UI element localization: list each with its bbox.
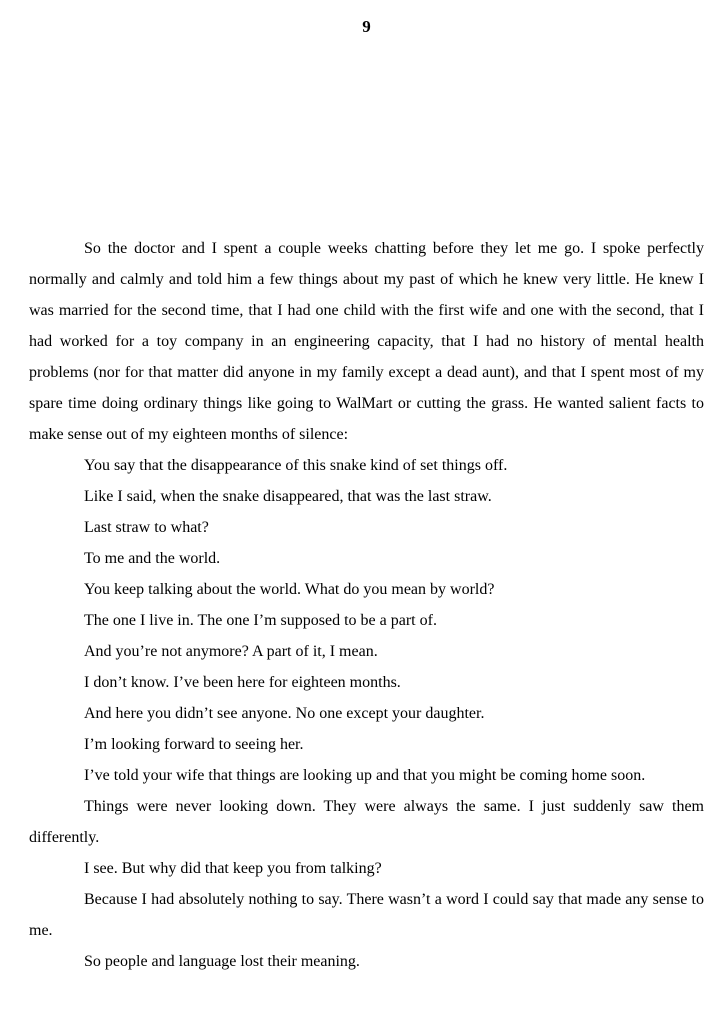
dialogue-line: I don’t know. I’ve been here for eighteen months. (84, 674, 401, 691)
dialogue-line: I see. But why did that keep you from talking? (84, 860, 382, 877)
dialogue-line: So people and language lost their meaning. (84, 953, 360, 970)
page-number: 9 (362, 17, 371, 36)
dialogue-line: The one I live in. The one I’m supposed to be a part of. (84, 612, 437, 629)
dialogue-line: You keep talking about the world. What do you mean by world? (84, 581, 495, 598)
dialogue-line: And you’re not anymore? A part of it, I mean. (84, 643, 378, 660)
dialogue-line: Last straw to what? (84, 519, 209, 536)
dialogue-line: To me and the world. (84, 550, 221, 567)
body-text (29, 233, 704, 977)
dialogue-line: And here you didn’t see anyone. No one except your daughter. (84, 705, 485, 722)
paragraph: So the doctor and I spent a couple weeks chatting before they let me go. I spoke perfectly normally and calmly and told him a few things about my past of which he knew very little. He knew I was married for the second time, that I had one child with the first wife and one with the second, that I had worked for a toy company in an engineering capacity, that I had no history of mental health problems (nor for that matter did anyone in my family except a dead aunt), and that I spent most of my spare time doing ordinary things like going to WalMart or cutting the grass. He wanted salient facts to make sense out of my eighteen months of silence: (29, 240, 704, 443)
dialogue-line: Because I had absolutely nothing to say. There wasn’t a word I could say that made any sense to me. (29, 891, 704, 939)
dialogue-line: Things were never looking down. They were always the same. I just suddenly saw them differently. (29, 798, 704, 846)
dialogue-line: I’ve told your wife that things are looking up and that you might be coming home soon. (84, 767, 646, 784)
dialogue-line: Like I said, when the snake disappeared, that was the last straw. (84, 488, 492, 505)
dialogue-line: You say that the disappearance of this snake kind of set things off. (84, 457, 508, 474)
dialogue-line: I’m looking forward to seeing her. (84, 736, 304, 753)
